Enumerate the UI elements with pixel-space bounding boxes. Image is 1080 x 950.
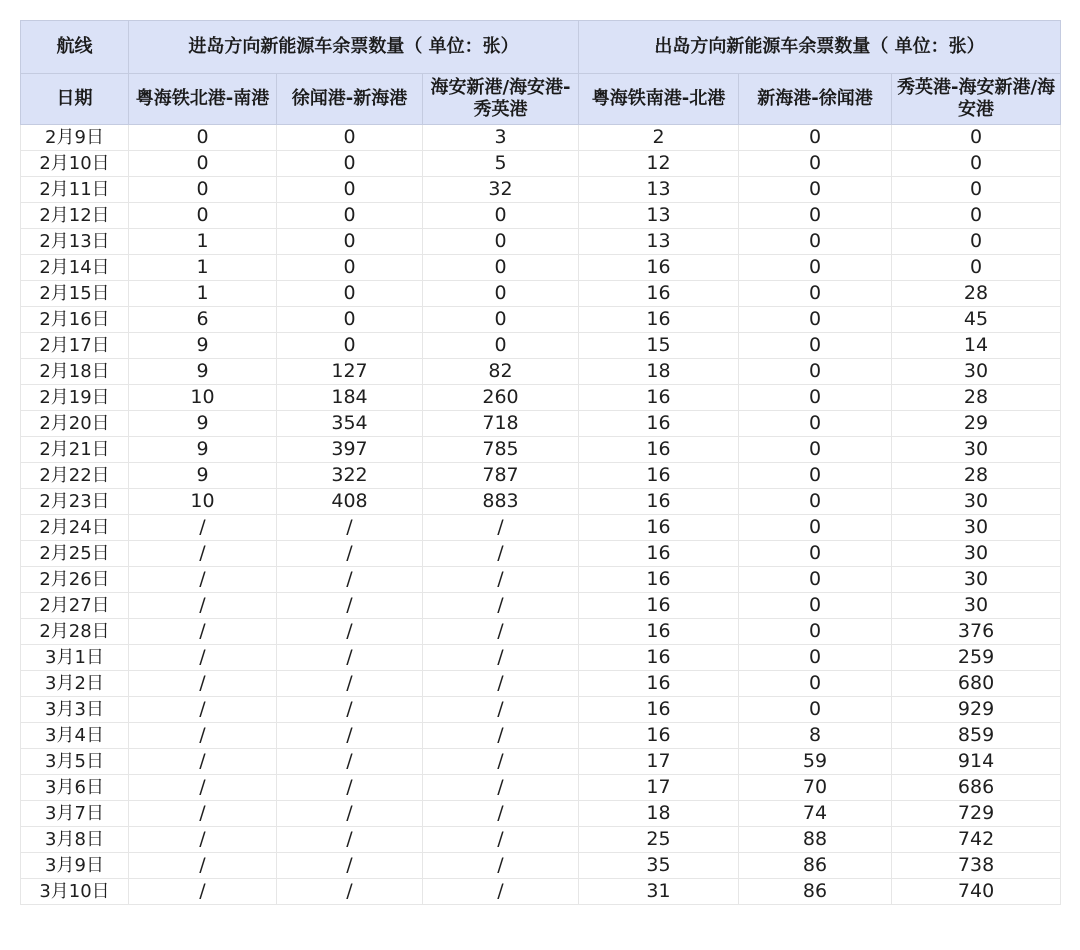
value-cell: 30	[892, 567, 1061, 593]
date-cell: 2月9日	[21, 125, 129, 151]
table-row	[21, 255, 1061, 281]
date-cell: 2月23日	[21, 489, 129, 515]
value-cell: 397	[277, 437, 423, 463]
inbound-group-header: 进岛方向新能源车余票数量（ 单位：张）	[129, 21, 579, 74]
date-cell: 2月26日	[21, 567, 129, 593]
value-cell: 0	[739, 567, 892, 593]
value-cell: 30	[892, 489, 1061, 515]
value-cell: /	[423, 645, 579, 671]
date-cell: 3月4日	[21, 723, 129, 749]
value-cell: 0	[739, 359, 892, 385]
value-cell: 0	[892, 125, 1061, 151]
value-cell: 5	[423, 151, 579, 177]
value-cell: 0	[277, 333, 423, 359]
value-cell: /	[423, 541, 579, 567]
value-cell: 9	[129, 333, 277, 359]
value-cell: 59	[739, 749, 892, 775]
value-cell: 30	[892, 437, 1061, 463]
column-header: 海安新港/海安港-秀英港	[423, 74, 579, 125]
value-cell: 0	[277, 203, 423, 229]
table-row	[21, 775, 1061, 801]
value-cell: 0	[277, 125, 423, 151]
value-cell: /	[129, 671, 277, 697]
value-cell: /	[129, 801, 277, 827]
value-cell: 260	[423, 385, 579, 411]
column-header: 新海港-徐闻港	[739, 74, 892, 125]
table-row	[21, 879, 1061, 905]
value-cell: 16	[579, 541, 739, 567]
value-cell: /	[277, 645, 423, 671]
value-cell: 787	[423, 463, 579, 489]
value-cell: /	[129, 567, 277, 593]
value-cell: 354	[277, 411, 423, 437]
value-cell: 0	[739, 489, 892, 515]
value-cell: /	[277, 671, 423, 697]
value-cell: /	[423, 619, 579, 645]
value-cell: 0	[423, 333, 579, 359]
header-row-columns	[21, 74, 1061, 125]
value-cell: 0	[739, 203, 892, 229]
value-cell: 74	[739, 801, 892, 827]
value-cell: /	[423, 801, 579, 827]
value-cell: 1	[129, 229, 277, 255]
value-cell: /	[423, 879, 579, 905]
value-cell: 0	[739, 229, 892, 255]
table-row	[21, 307, 1061, 333]
date-cell: 3月1日	[21, 645, 129, 671]
value-cell: 16	[579, 281, 739, 307]
column-header: 粤海铁北港-南港	[129, 74, 277, 125]
value-cell: 859	[892, 723, 1061, 749]
table-row	[21, 463, 1061, 489]
value-cell: /	[423, 671, 579, 697]
date-cell: 3月5日	[21, 749, 129, 775]
value-cell: 6	[129, 307, 277, 333]
value-cell: 70	[739, 775, 892, 801]
table-row	[21, 489, 1061, 515]
date-cell: 3月2日	[21, 671, 129, 697]
value-cell: /	[129, 879, 277, 905]
table-row	[21, 801, 1061, 827]
value-cell: /	[423, 749, 579, 775]
value-cell: 408	[277, 489, 423, 515]
ticket-table-container	[20, 20, 1060, 905]
table-row	[21, 567, 1061, 593]
table-row	[21, 723, 1061, 749]
date-cell: 3月8日	[21, 827, 129, 853]
value-cell: 29	[892, 411, 1061, 437]
date-cell: 2月24日	[21, 515, 129, 541]
value-cell: /	[129, 749, 277, 775]
date-cell: 2月22日	[21, 463, 129, 489]
value-cell: 32	[423, 177, 579, 203]
value-cell: 28	[892, 281, 1061, 307]
value-cell: 0	[277, 281, 423, 307]
value-cell: 13	[579, 229, 739, 255]
value-cell: 30	[892, 515, 1061, 541]
value-cell: /	[277, 801, 423, 827]
value-cell: 0	[739, 437, 892, 463]
value-cell: 16	[579, 645, 739, 671]
value-cell: 17	[579, 775, 739, 801]
value-cell: 82	[423, 359, 579, 385]
value-cell: 16	[579, 671, 739, 697]
value-cell: 0	[277, 255, 423, 281]
value-cell: 259	[892, 645, 1061, 671]
value-cell: 740	[892, 879, 1061, 905]
value-cell: 0	[423, 281, 579, 307]
value-cell: 16	[579, 723, 739, 749]
value-cell: 0	[277, 307, 423, 333]
value-cell: /	[277, 827, 423, 853]
table-row	[21, 671, 1061, 697]
value-cell: /	[277, 567, 423, 593]
value-cell: 30	[892, 359, 1061, 385]
value-cell: 15	[579, 333, 739, 359]
table-row	[21, 411, 1061, 437]
date-cell: 2月20日	[21, 411, 129, 437]
value-cell: /	[129, 619, 277, 645]
date-cell: 2月21日	[21, 437, 129, 463]
value-cell: /	[129, 697, 277, 723]
value-cell: 16	[579, 697, 739, 723]
value-cell: 0	[739, 671, 892, 697]
date-cell: 3月10日	[21, 879, 129, 905]
value-cell: 0	[423, 255, 579, 281]
value-cell: 0	[129, 177, 277, 203]
value-cell: 686	[892, 775, 1061, 801]
value-cell: 0	[739, 177, 892, 203]
table-row	[21, 541, 1061, 567]
value-cell: 0	[892, 203, 1061, 229]
value-cell: /	[277, 879, 423, 905]
table-body	[21, 125, 1061, 905]
outbound-group-header: 出岛方向新能源车余票数量（ 单位：张）	[579, 21, 1061, 74]
value-cell: 0	[739, 125, 892, 151]
value-cell: /	[277, 853, 423, 879]
value-cell: /	[129, 853, 277, 879]
value-cell: 16	[579, 437, 739, 463]
date-cell: 2月12日	[21, 203, 129, 229]
date-cell: 2月15日	[21, 281, 129, 307]
date-cell: 2月11日	[21, 177, 129, 203]
value-cell: 0	[423, 203, 579, 229]
value-cell: /	[277, 619, 423, 645]
column-header: 秀英港-海安新港/海安港	[892, 74, 1061, 125]
value-cell: /	[129, 827, 277, 853]
value-cell: 914	[892, 749, 1061, 775]
value-cell: 0	[739, 619, 892, 645]
value-cell: /	[129, 723, 277, 749]
table-row	[21, 177, 1061, 203]
value-cell: 0	[739, 697, 892, 723]
value-cell: 0	[739, 385, 892, 411]
value-cell: 30	[892, 541, 1061, 567]
table-header	[21, 21, 1061, 125]
value-cell: /	[423, 723, 579, 749]
value-cell: 742	[892, 827, 1061, 853]
value-cell: 184	[277, 385, 423, 411]
value-cell: 1	[129, 255, 277, 281]
value-cell: 0	[739, 281, 892, 307]
date-cell: 3月6日	[21, 775, 129, 801]
value-cell: 0	[739, 333, 892, 359]
table-row	[21, 593, 1061, 619]
table-row	[21, 437, 1061, 463]
value-cell: 0	[739, 645, 892, 671]
value-cell: /	[277, 775, 423, 801]
value-cell: 0	[277, 151, 423, 177]
value-cell: 45	[892, 307, 1061, 333]
value-cell: 376	[892, 619, 1061, 645]
value-cell: 0	[892, 255, 1061, 281]
date-header: 日期	[21, 74, 129, 125]
value-cell: /	[277, 541, 423, 567]
value-cell: 0	[277, 177, 423, 203]
value-cell: 25	[579, 827, 739, 853]
value-cell: 9	[129, 411, 277, 437]
value-cell: 0	[739, 593, 892, 619]
table-row	[21, 749, 1061, 775]
value-cell: 0	[739, 255, 892, 281]
value-cell: /	[423, 775, 579, 801]
date-cell: 3月3日	[21, 697, 129, 723]
date-cell: 2月10日	[21, 151, 129, 177]
value-cell: 0	[423, 229, 579, 255]
table-row	[21, 827, 1061, 853]
value-cell: 0	[739, 151, 892, 177]
date-cell: 2月13日	[21, 229, 129, 255]
value-cell: 0	[423, 307, 579, 333]
value-cell: 3	[423, 125, 579, 151]
value-cell: 16	[579, 619, 739, 645]
value-cell: /	[423, 853, 579, 879]
value-cell: 86	[739, 879, 892, 905]
value-cell: 16	[579, 463, 739, 489]
value-cell: 883	[423, 489, 579, 515]
table-row	[21, 515, 1061, 541]
value-cell: 680	[892, 671, 1061, 697]
value-cell: /	[277, 593, 423, 619]
value-cell: /	[277, 723, 423, 749]
value-cell: 0	[129, 151, 277, 177]
value-cell: 30	[892, 593, 1061, 619]
value-cell: 28	[892, 463, 1061, 489]
value-cell: 18	[579, 801, 739, 827]
table-row	[21, 125, 1061, 151]
value-cell: /	[129, 541, 277, 567]
table-row	[21, 645, 1061, 671]
ticket-availability-table	[20, 20, 1061, 905]
value-cell: 17	[579, 749, 739, 775]
value-cell: 10	[129, 489, 277, 515]
table-row	[21, 385, 1061, 411]
value-cell: 35	[579, 853, 739, 879]
value-cell: 16	[579, 567, 739, 593]
value-cell: 0	[739, 307, 892, 333]
value-cell: /	[129, 515, 277, 541]
value-cell: 9	[129, 463, 277, 489]
value-cell: 16	[579, 255, 739, 281]
value-cell: 738	[892, 853, 1061, 879]
value-cell: 14	[892, 333, 1061, 359]
date-cell: 2月28日	[21, 619, 129, 645]
column-header: 粤海铁南港-北港	[579, 74, 739, 125]
date-cell: 2月17日	[21, 333, 129, 359]
value-cell: 13	[579, 177, 739, 203]
value-cell: /	[423, 515, 579, 541]
value-cell: 16	[579, 385, 739, 411]
date-cell: 2月25日	[21, 541, 129, 567]
value-cell: /	[129, 593, 277, 619]
date-cell: 2月27日	[21, 593, 129, 619]
date-cell: 3月7日	[21, 801, 129, 827]
value-cell: 16	[579, 515, 739, 541]
value-cell: 322	[277, 463, 423, 489]
value-cell: 1	[129, 281, 277, 307]
column-header: 徐闻港-新海港	[277, 74, 423, 125]
table-row	[21, 619, 1061, 645]
value-cell: 0	[892, 151, 1061, 177]
value-cell: 18	[579, 359, 739, 385]
value-cell: 0	[892, 229, 1061, 255]
table-row	[21, 697, 1061, 723]
value-cell: 31	[579, 879, 739, 905]
value-cell: 13	[579, 203, 739, 229]
value-cell: 88	[739, 827, 892, 853]
value-cell: 0	[129, 203, 277, 229]
value-cell: 0	[739, 515, 892, 541]
value-cell: 718	[423, 411, 579, 437]
value-cell: 0	[277, 229, 423, 255]
value-cell: /	[277, 749, 423, 775]
value-cell: 9	[129, 359, 277, 385]
table-row	[21, 203, 1061, 229]
value-cell: 0	[739, 411, 892, 437]
date-cell: 2月14日	[21, 255, 129, 281]
value-cell: 0	[129, 125, 277, 151]
value-cell: 729	[892, 801, 1061, 827]
value-cell: /	[129, 645, 277, 671]
date-cell: 2月19日	[21, 385, 129, 411]
date-cell: 2月16日	[21, 307, 129, 333]
value-cell: 785	[423, 437, 579, 463]
value-cell: 0	[739, 463, 892, 489]
value-cell: /	[423, 593, 579, 619]
value-cell: 929	[892, 697, 1061, 723]
value-cell: /	[423, 567, 579, 593]
value-cell: /	[423, 827, 579, 853]
value-cell: 28	[892, 385, 1061, 411]
header-row-groups	[21, 21, 1061, 74]
value-cell: 0	[892, 177, 1061, 203]
value-cell: /	[277, 697, 423, 723]
table-row	[21, 853, 1061, 879]
table-row	[21, 151, 1061, 177]
value-cell: 86	[739, 853, 892, 879]
value-cell: 8	[739, 723, 892, 749]
value-cell: /	[423, 697, 579, 723]
value-cell: 12	[579, 151, 739, 177]
value-cell: /	[129, 775, 277, 801]
table-row	[21, 359, 1061, 385]
value-cell: 16	[579, 489, 739, 515]
value-cell: /	[277, 515, 423, 541]
date-cell: 3月9日	[21, 853, 129, 879]
value-cell: 16	[579, 593, 739, 619]
table-row	[21, 333, 1061, 359]
value-cell: 9	[129, 437, 277, 463]
table-row	[21, 281, 1061, 307]
value-cell: 10	[129, 385, 277, 411]
value-cell: 0	[739, 541, 892, 567]
route-header: 航线	[21, 21, 129, 74]
value-cell: 2	[579, 125, 739, 151]
value-cell: 16	[579, 411, 739, 437]
date-cell: 2月18日	[21, 359, 129, 385]
value-cell: 127	[277, 359, 423, 385]
table-row	[21, 229, 1061, 255]
value-cell: 16	[579, 307, 739, 333]
